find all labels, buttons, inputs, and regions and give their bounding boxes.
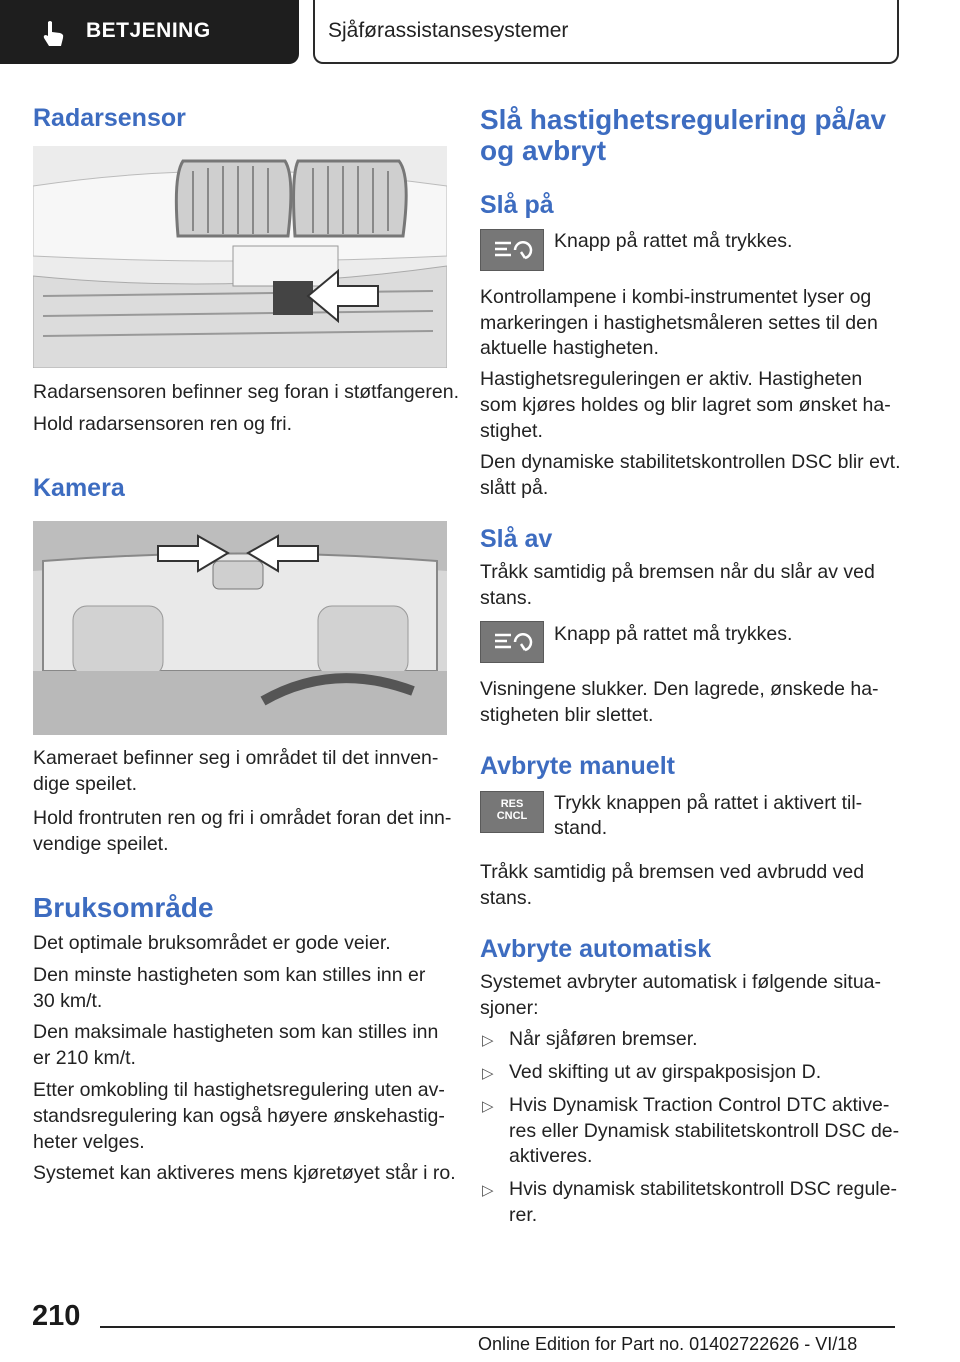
bullet-icon: ▷ [482, 1182, 494, 1199]
on-text-2a: Hastighetsreguleringen er aktiv. Hastigheten [480, 368, 863, 390]
bullet-4b: rer. [509, 1204, 538, 1226]
bullet-1: Når sjåføren bremser. [509, 1028, 698, 1050]
main-heading-line1: Slå hastighetsregulering på/av [480, 104, 887, 135]
hand-pointer-icon [40, 20, 66, 48]
cncl-label: CNCL [496, 810, 528, 822]
off-text-1b: stans. [480, 587, 533, 609]
radar-heading: Radarsensor [33, 104, 186, 132]
bullet-4a: Hvis dynamisk stabilitetskontroll DSC regule- [509, 1178, 897, 1200]
on-text-1a: Kontrollampene i kombi-instrumentet lyser og [480, 286, 872, 308]
camera-illustration [33, 521, 447, 735]
range-text-5: Systemet kan aktiveres mens kjøretøyet står i ro. [33, 1162, 456, 1184]
chapter-box [313, 0, 899, 64]
chapter-title: Sjåførassistansesystemer [328, 19, 569, 42]
off-text-2a: Visningene slukker. Den lagrede, ønskede ha- [480, 678, 879, 700]
manual-button-text-a: Trykk knappen på rattet i aktivert til- [554, 792, 863, 814]
on-text-1c: aktuelle hastigheten. [480, 337, 659, 359]
range-text-1: Det optimale bruksområdet er gode veier. [33, 932, 391, 954]
camera-text-1a: Kameraet befinner seg i området til det innven- [33, 747, 439, 769]
res-label: RES [500, 798, 524, 810]
range-text-3b: er 210 km/t. [33, 1047, 136, 1069]
cruise-control-button-icon-2 [480, 621, 544, 663]
footer-divider [100, 1326, 895, 1328]
off-button-text: Knapp på rattet må trykkes. [554, 623, 793, 645]
range-text-4c: heter velges. [33, 1131, 145, 1153]
manual-heading: Avbryte manuelt [480, 752, 675, 780]
manual-text-1a: Tråkk samtidig på bremsen ved avbrudd ved [480, 861, 865, 883]
on-text-2c: stighet. [480, 420, 543, 442]
range-text-2a: Den minste hastigheten som kan stilles inn er [33, 964, 426, 986]
auto-text-1b: sjoner: [480, 997, 539, 1019]
bullet-icon: ▷ [482, 1065, 494, 1082]
bullet-3a: Hvis Dynamisk Traction Control DTC aktive- [509, 1094, 890, 1116]
on-text-1b: markeringen i hastighetsmåleren settes til den [480, 312, 878, 334]
range-heading: Bruksområde [33, 892, 214, 923]
edition-note: Online Edition for Part no. 01402722626 - VI/18 [478, 1334, 858, 1354]
res-cncl-button-icon [480, 791, 544, 833]
range-text-3a: Den maksimale hastigheten som kan stilles inn [33, 1021, 439, 1043]
bullet-3c: aktiveres. [509, 1145, 593, 1167]
page-number: 210 [32, 1300, 81, 1332]
manual-text-1b: stans. [480, 887, 533, 909]
camera-heading: Kamera [33, 474, 125, 502]
cruise-control-button-icon [480, 229, 544, 271]
auto-text-1a: Systemet avbryter automatisk i følgende situa- [480, 971, 881, 993]
radar-text-1: Radarsensoren befinner seg foran i støtfangeren. [33, 381, 460, 403]
off-text-1a: Tråkk samtidig på bremsen når du slår av ved [480, 561, 875, 583]
range-text-4a: Etter omkobling til hastighetsregulering uten av- [33, 1079, 445, 1101]
on-text-3a: Den dynamiske stabilitetskontrollen DSC blir evt. [480, 451, 901, 473]
camera-text-2b: vendige speilet. [33, 833, 169, 855]
camera-text-2a: Hold frontruten ren og fri i området foran det inn- [33, 807, 452, 829]
range-text-2b: 30 km/t. [33, 990, 103, 1012]
bullet-icon: ▷ [482, 1032, 494, 1049]
bullet-icon: ▷ [482, 1098, 494, 1115]
on-text-3b: slått på. [480, 477, 549, 499]
section-tab [0, 0, 299, 64]
manual-button-text-b: stand. [554, 817, 608, 839]
on-text-2b: som kjøres holdes og blir lagret som ønsket ha- [480, 394, 891, 416]
off-heading: Slå av [480, 525, 553, 553]
camera-text-1b: dige speilet. [33, 773, 138, 795]
main-heading-line2: og avbryt [480, 135, 607, 166]
radar-text-2: Hold radarsensoren ren og fri. [33, 413, 293, 435]
on-heading: Slå på [480, 191, 554, 219]
auto-heading: Avbryte automatisk [480, 935, 712, 963]
radar-sensor-illustration [33, 146, 447, 368]
bullet-2: Ved skifting ut av girspakposisjon D. [509, 1061, 822, 1083]
off-text-2b: stigheten blir slettet. [480, 704, 654, 726]
bullet-3b: res eller Dynamisk stabilitetskontroll DSC de- [509, 1120, 900, 1142]
section-title: BETJENING [86, 19, 211, 42]
range-text-4b: standsregulering kan også høyere ønskehastig- [33, 1105, 445, 1127]
on-button-text: Knapp på rattet må trykkes. [554, 230, 793, 252]
